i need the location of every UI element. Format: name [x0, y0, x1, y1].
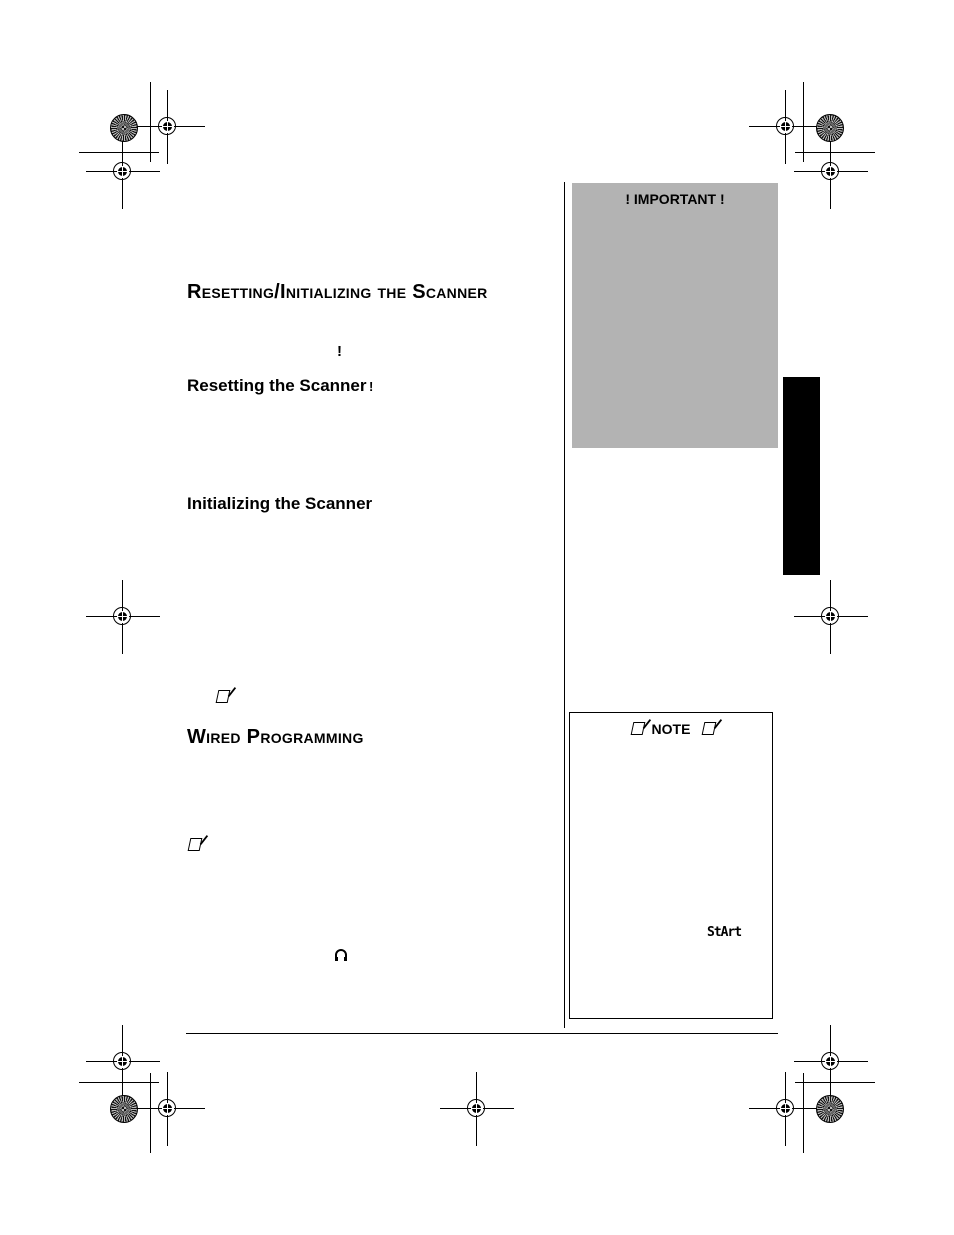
crop-line	[79, 152, 159, 153]
registration-mark-ml	[86, 580, 160, 654]
note-icon	[188, 838, 203, 851]
crop-line	[150, 1073, 151, 1153]
crop-line	[803, 82, 804, 162]
crop-line	[150, 82, 151, 162]
exclamation-mark: !	[369, 379, 374, 394]
registration-mark-bl	[131, 1072, 205, 1146]
color-wheel-icon	[110, 114, 138, 142]
registration-mark-bc	[440, 1072, 514, 1146]
registration-mark-tl2	[86, 135, 160, 209]
registration-mark-mr	[794, 580, 868, 654]
crop-line	[795, 1082, 875, 1083]
section-tab	[783, 377, 820, 575]
note-box	[569, 712, 773, 1019]
note-icon	[216, 690, 231, 703]
registration-mark-br2	[794, 1025, 868, 1099]
color-wheel-icon	[816, 114, 844, 142]
note-title: NOTE	[651, 721, 691, 737]
heading-wired-programming: Wired Programming	[187, 726, 364, 748]
footer-rule	[186, 1033, 778, 1034]
subheading-initializing: Initializing the Scanner	[187, 494, 373, 513]
exclamation-mark: !	[337, 343, 342, 360]
important-title: ! IMPORTANT !	[625, 191, 725, 207]
crop-line	[803, 1073, 804, 1153]
important-box	[572, 183, 778, 448]
crop-line	[795, 152, 875, 153]
subheading-resetting: Resetting the Scanner	[187, 376, 367, 395]
registration-mark-tr2	[794, 135, 868, 209]
headphone-icon	[334, 948, 348, 962]
column-divider	[564, 182, 565, 1028]
display-text: StArt	[707, 925, 742, 940]
crop-line	[79, 1082, 159, 1083]
color-wheel-icon	[110, 1095, 138, 1123]
color-wheel-icon	[816, 1095, 844, 1123]
heading-resetting-initializing: Resetting/Initializing the Scanner	[187, 281, 488, 303]
